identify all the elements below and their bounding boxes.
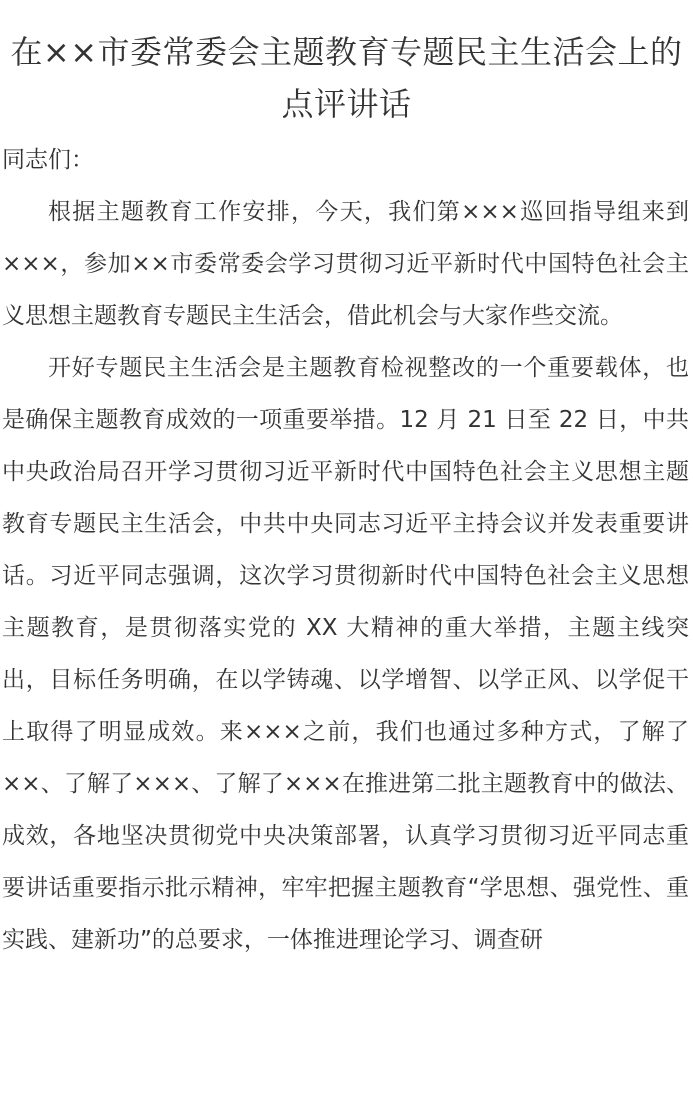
paragraph-1: 根据主题教育工作安排，今天，我们第×××巡回指导组来到×××，参加××市委常委会学习贯彻习近平新时代中国特色社会主义思想主题教育专题民主生活会，借此机会与大家作些交流。 <box>2 199 689 329</box>
document-body <box>0 134 693 966</box>
paragraph-2: 开好专题民主生活会是主题教育检视整改的一个重要载体，也是确保主题教育成效的一项重要举措。12 月 21 日至 22 日，中共中央政治局召开学习贯彻习近平新时代中国特色社会主义思想主题教育专题民主生活会，中共中央同志习近平主持会议并发表重要讲话。习近平同志强调，这次学习贯彻新时代中国特色社会主义思想主题教育，是贯彻落实党的 XX 大精神的重大举措，主题主线突出，目标任务明确，在以学铸魂、以学增智、以学正风、以学促干上取得了明显成效。来×××之前，我们也通过多种方式，了解了××、了解了×××、了解了×××在推进第二批主题教育中的做法、成效，各地坚决贯彻党中央决策部署，认真学习贯彻习近平同志重要讲话重要指示批示精神，牢牢把握主题教育“学思想、强党性、重实践、建新功”的总要求，一体推进理论学习、调查研 <box>2 355 689 953</box>
document-title: 在××市委常委会主题教育专题民主生活会上的点评讲话 <box>10 33 683 123</box>
salutation: 同志们： <box>2 147 94 173</box>
